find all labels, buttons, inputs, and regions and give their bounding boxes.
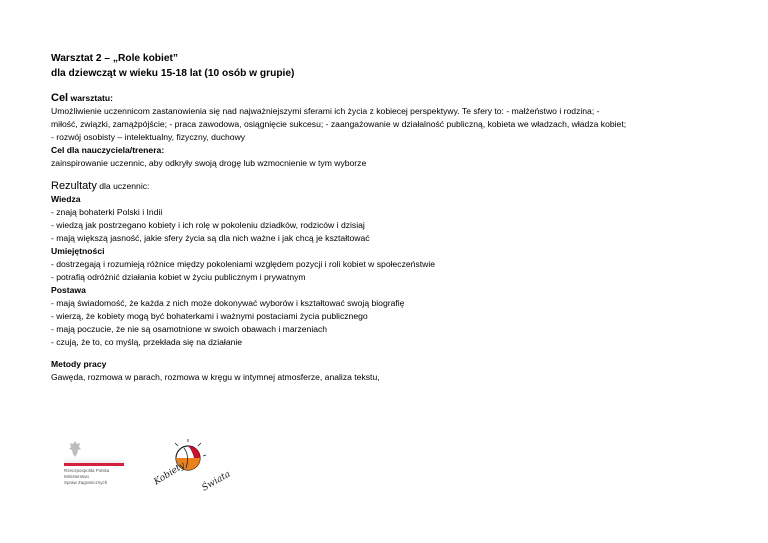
workshop-subtitle: dla dziewcząt w wieku 15-18 lat (10 osób w grupie) xyxy=(51,68,295,79)
sponsor-logos xyxy=(60,436,260,496)
document-body xyxy=(51,51,741,384)
rezultaty-heading xyxy=(51,179,741,193)
list-item: - mają świadomość, że każda z nich może dokonywać wyborów i kształtować swoją biografię xyxy=(51,298,405,308)
cel-line-3: - rozwój osobisty – intelektualny, fizyczny, duchowy xyxy=(51,132,246,142)
rezultaty-heading-big: Rezultaty xyxy=(51,180,97,192)
cel-heading xyxy=(51,91,741,105)
cel-heading-big: Cel xyxy=(51,92,69,104)
list-item: - wierzą, że kobiety mogą być bohaterkami i ważnymi postaciami życia publicznego xyxy=(51,311,368,321)
mfa-logo xyxy=(60,436,140,496)
eagle-emblem-icon xyxy=(68,440,82,458)
svg-text:Świata: Świata xyxy=(200,469,233,494)
list-item: - wiedzą jak postrzegano kobiety i ich rolę w pokoleniu dziadków, rodziców i dzisiaj xyxy=(51,220,365,230)
list-item: - dostrzegają i rozumieją różnice między pokoleniami względem pozycji i roli kobiet w społeczeństwie xyxy=(51,259,436,269)
list-item: - mają większą jasność, jakie sfery życia są dla nich ważne i jak chcą je kształtować xyxy=(51,233,370,243)
group-title-wiedza: Wiedza xyxy=(51,194,81,204)
list-item: - znają bohaterki Polski i Indii xyxy=(51,207,163,217)
group-title-postawa: Postawa xyxy=(51,285,86,295)
cel-line-2: miłość, związki, zamążpójście; - praca zawodowa, osiągnięcie sukcesu; - zaangażowanie w działalność publiczną, kobieta we władzach, władza kobiet; xyxy=(51,119,627,129)
list-item: - potrafią odróżnić działania kobiet w życiu publicznym i prywatnym xyxy=(51,272,306,282)
trainer-heading: Cel dla nauczyciela/trenera: xyxy=(51,145,165,155)
list-item: - czują, że to, co myślą, przekłada się na działanie xyxy=(51,337,243,347)
kobiety-swiata-logo xyxy=(146,436,246,496)
mfa-text-2: Ministerstwo xyxy=(64,474,90,479)
mfa-text-1: Rzeczpospolita Polska xyxy=(64,468,110,473)
rezultaty-heading-small: dla uczennic: xyxy=(96,181,150,191)
list-item: - mają poczucie, że nie są osamotnione w swoich obawach i marzeniach xyxy=(51,324,328,334)
cel-line-1: Umożliwienie uczennicom zastanowienia się nad najważniejszymi sferami ich życia z kobiecej perspektywy. Te sfery to: - małżeństwo i rodzina; - xyxy=(51,106,600,116)
flag-red-stripe xyxy=(64,463,124,466)
svg-text:Kobiety: Kobiety xyxy=(152,460,187,488)
trainer-text: zainspirowanie uczennic, aby odkryły swoją drogę lub wzmocnienie w tym wyborze xyxy=(51,158,367,168)
workshop-title: Warsztat 2 – „Role kobiet” xyxy=(51,53,178,64)
cel-heading-small: warsztatu: xyxy=(68,93,114,103)
group-title-umiejetnosci: Umiejętności xyxy=(51,246,105,256)
metody-heading: Metody pracy xyxy=(51,359,107,369)
metody-text: Gawęda, rozmowa w parach, rozmowa w kręgu w intymnej atmosferze, analiza tekstu, xyxy=(51,372,380,382)
mfa-text-3: Spraw Zagranicznych xyxy=(64,480,108,485)
